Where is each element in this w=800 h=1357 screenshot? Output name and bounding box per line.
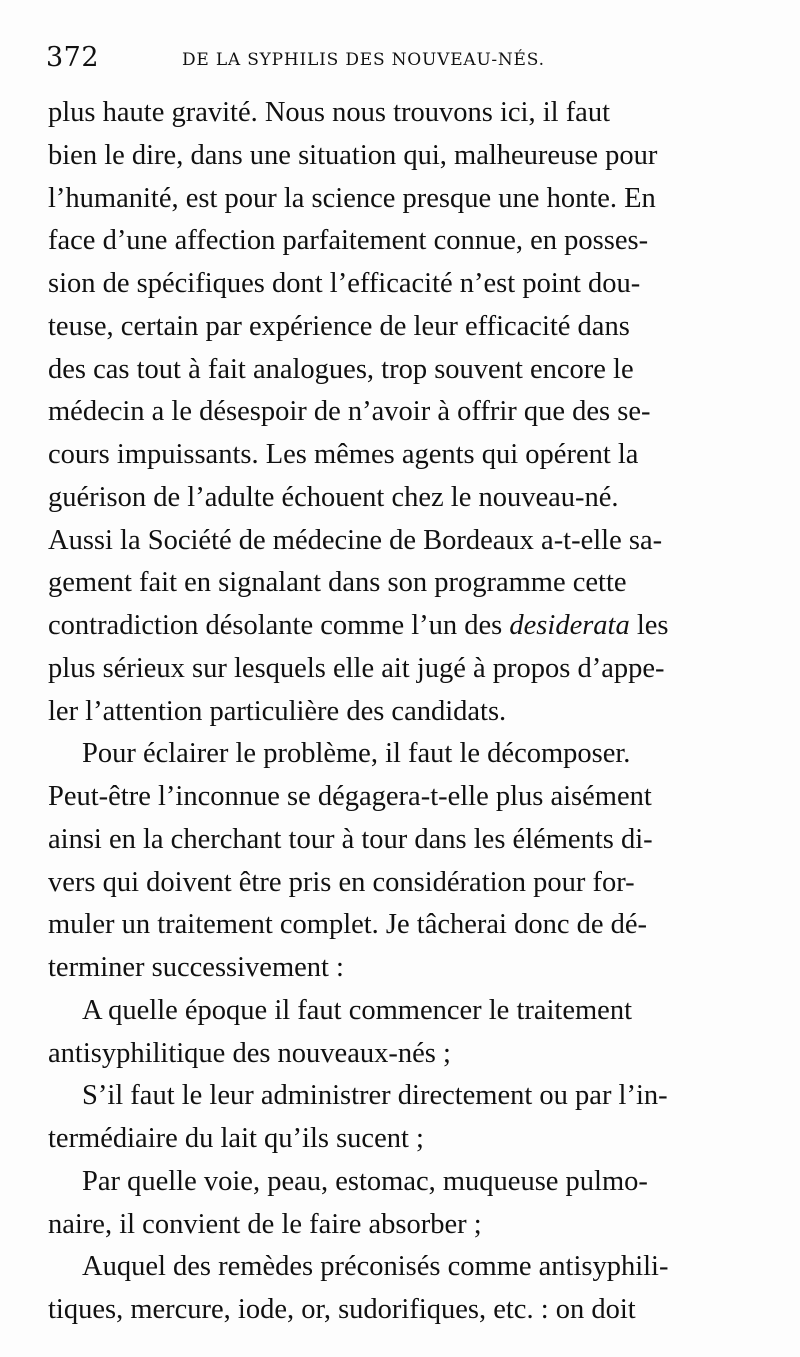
text-line: ainsi en la cherchant tour à tour dans les éléments di- <box>48 823 653 855</box>
text-line <box>48 605 758 648</box>
text-line: des cas tout à fait analogues, trop souvent encore le <box>48 353 634 385</box>
text-line: face d’une affection parfaitement connue, en posses- <box>48 225 649 257</box>
text-line: Aussi la Société de médecine de Bordeaux a-t-elle sa- <box>48 524 663 556</box>
paragraph <box>48 92 758 733</box>
text-line: muler un traitement complet. Je tâcherai donc de dé- <box>48 909 648 941</box>
text-line: terminer successivement : <box>48 952 344 983</box>
text-line: teuse, certain par expérience de leur efficacité dans <box>48 310 630 342</box>
text-segment: les <box>629 610 669 641</box>
text-line: médecin a le désespoir de n’avoir à offrir que des se- <box>48 396 651 428</box>
body-text <box>48 92 758 1332</box>
text-line: l’humanité, est pour la science presque une honte. En <box>48 182 656 214</box>
paragraph <box>48 1161 758 1247</box>
text-line: plus haute gravité. Nous nous trouvons ici, il faut <box>48 97 610 128</box>
text-line: A quelle époque il faut commencer le traitement <box>82 994 632 1026</box>
text-line: vers qui doivent être pris en considération pour for- <box>48 866 635 898</box>
page-number: 372 <box>46 42 100 73</box>
text-line: Par quelle voie, peau, estomac, muqueuse pulmo- <box>82 1165 648 1197</box>
paragraph <box>48 990 758 1076</box>
text-line: gement fait en signalant dans son programme cette <box>48 567 627 599</box>
text-line: cours impuissants. Les mêmes agents qui opérent la <box>48 439 639 470</box>
text-line: ler l’attention particulière des candidats. <box>48 695 507 727</box>
text-line: Pour éclairer le problème, il faut le décomposer. <box>82 738 631 770</box>
page-header <box>46 42 746 82</box>
paragraph <box>48 1075 758 1161</box>
text-line: guérison de l’adulte échouent chez le nouveau-né. <box>48 481 619 513</box>
italic-term: desiderata <box>509 610 630 641</box>
running-title: DE LA SYPHILIS DES NOUVEAU-NÉS. <box>182 50 545 70</box>
text-line: tiques, mercure, iode, or, sudorifiques, etc. : on doit <box>48 1294 636 1325</box>
text-line: termédiaire du lait qu’ils sucent ; <box>48 1123 424 1154</box>
text-line: plus sérieux sur lesquels elle ait jugé à propos d’appe- <box>48 652 665 684</box>
text-line: Auquel des remèdes préconisés comme antisyphili- <box>82 1251 669 1283</box>
text-line: bien le dire, dans une situation qui, malheureuse pour <box>48 139 658 171</box>
paragraph <box>48 733 758 990</box>
text-line: Peut-être l’inconnue se dégagera-t-elle plus aisément <box>48 781 652 812</box>
text-line: antisyphilitique des nouveaux-nés ; <box>48 1037 451 1069</box>
text-line: sion de spécifiques dont l’efficacité n’est point dou- <box>48 268 641 299</box>
text-segment: contradiction désolante comme l’un des <box>48 610 510 641</box>
paragraph <box>48 1246 758 1332</box>
text-line: naire, il convient de le faire absorber ; <box>48 1208 482 1240</box>
text-line: S’il faut le leur administrer directement ou par l’in- <box>82 1080 668 1112</box>
